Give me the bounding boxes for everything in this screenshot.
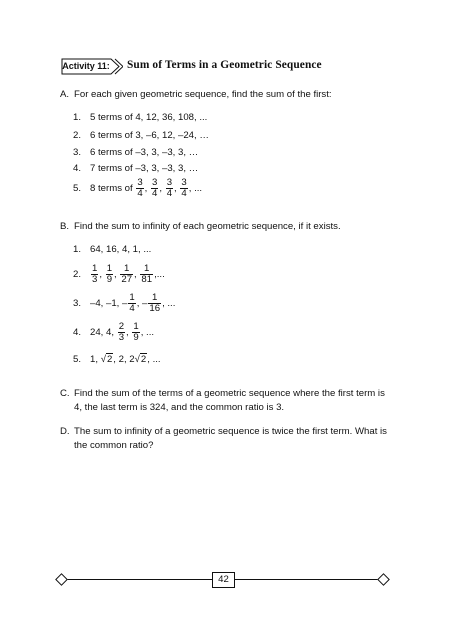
item-number: 4. (73, 163, 82, 174)
item-number: 3. (73, 147, 82, 158)
square-root: √2 (134, 353, 147, 365)
section-a-instruction (60, 89, 420, 103)
fraction: $\frac{1}{3}$ (92, 262, 98, 285)
section-c-line-2: 4, the last term is 324, and the common ratio is 3. (74, 402, 285, 413)
section-d (60, 426, 440, 456)
section-c-line-1: Find the sum of the terms of a geometric sequence where the first term is (74, 388, 385, 399)
footer-diamond-right-icon (377, 573, 390, 586)
item-text: –4, –1, (90, 297, 120, 309)
activity-badge-label: Activity 11: (62, 61, 110, 71)
section-b-item-3: 3. –4, –1, – $\frac{1}{4}$ , – $\frac{1}{16}$ , ... (73, 291, 176, 314)
section-b-instruction (60, 221, 430, 235)
item-text: 8 terms of (90, 182, 133, 194)
fraction: $\frac{3}{4}$ (181, 176, 187, 199)
item-text: 6 terms of –3, 3, –3, 3, … (90, 147, 199, 158)
item-number: 2. (73, 268, 82, 280)
minus-sign: – (142, 297, 148, 309)
fraction: $\frac{1}{9}$ (106, 262, 113, 285)
item-text: 24, 4, (90, 326, 115, 338)
ellipsis: ... (194, 182, 203, 194)
square-root: √2 (100, 353, 113, 365)
ellipsis: , ... (140, 326, 155, 338)
item-text: 7 terms of –3, 3, –3, 3, … (90, 163, 199, 174)
item-number: 5. (73, 182, 82, 194)
section-a-text: For each given geometric sequence, find the sum of the first: (74, 89, 332, 100)
section-a-letter: A. (60, 89, 70, 100)
section-d-line-2: the common ratio? (74, 440, 154, 451)
item-number: 1. (73, 244, 82, 255)
section-a-item-2 (73, 130, 209, 141)
section-d-letter: D. (60, 426, 70, 437)
fraction: $\frac{1}{9}$ (133, 320, 139, 343)
fraction: $\frac{1}{81}$ (141, 262, 153, 285)
section-b-text: Find the sum to infinity of each geometric sequence, if it exists. (74, 221, 341, 232)
section-a-item-1 (73, 112, 207, 123)
item-number: 5. (73, 353, 82, 365)
fraction: $\frac{1}{16}$ (149, 291, 161, 314)
item-text: 5 terms of 4, 12, 36, 108, ... (90, 112, 208, 123)
item-text: 1, (90, 353, 99, 365)
footer-diamond-left-icon (55, 573, 68, 586)
section-c (60, 388, 440, 418)
fraction: $\frac{3}{4}$ (166, 176, 173, 199)
footer-rule-left (62, 579, 212, 580)
section-b-item-4: 4. 24, 4, $\frac{2}{3}$ , $\frac{1}{9}$ , ... (73, 320, 155, 343)
minus-sign: – (122, 297, 128, 309)
item-number: 3. (73, 297, 82, 309)
item-text: 64, 16, 4, 1, ... (90, 244, 152, 255)
activity-badge (61, 58, 119, 74)
section-a-item-4 (73, 163, 198, 174)
section-a-item-5: 5. 8 terms of $\frac{3}{4}$ , $\frac{3}{4}$ , $\frac{3}{4}$ , $\frac{3}{4}$ , ... (73, 176, 203, 199)
page-number: 42 (212, 572, 235, 588)
section-a-item-3 (73, 147, 198, 158)
item-number: 1. (73, 112, 82, 123)
item-number: 4. (73, 326, 82, 338)
activity-title: Sum of Terms in a Geometric Sequence (127, 59, 322, 71)
section-b-letter: B. (60, 221, 70, 232)
fraction: $\frac{1}{4}$ (129, 291, 135, 314)
ellipsis: , ... (162, 297, 176, 309)
ellipsis: , ... (147, 353, 161, 365)
section-b-item-1 (73, 244, 151, 255)
footer-rule-right (234, 579, 382, 580)
fraction: $\frac{2}{3}$ (118, 320, 125, 343)
fraction: $\frac{1}{27}$ (121, 262, 133, 285)
section-b-item-5 (73, 345, 161, 373)
section-b-item-2: 2. $\frac{1}{3}$ , $\frac{1}{9}$ , $\frac{1}{27}$ , $\frac{1}{81}$ , ... (73, 262, 165, 285)
section-c-letter: C. (60, 388, 70, 399)
ellipsis: ... (156, 268, 165, 280)
item-text: 6 terms of 3, –6, 12, –24, … (90, 130, 209, 141)
section-d-line-1: The sum to infinity of a geometric sequence is twice the first term. What is (74, 426, 387, 437)
fraction: $\frac{3}{4}$ (137, 176, 143, 199)
item-number: 2. (73, 130, 82, 141)
item-text: , 2, 2 (113, 353, 135, 365)
fraction: $\frac{3}{4}$ (152, 176, 158, 199)
